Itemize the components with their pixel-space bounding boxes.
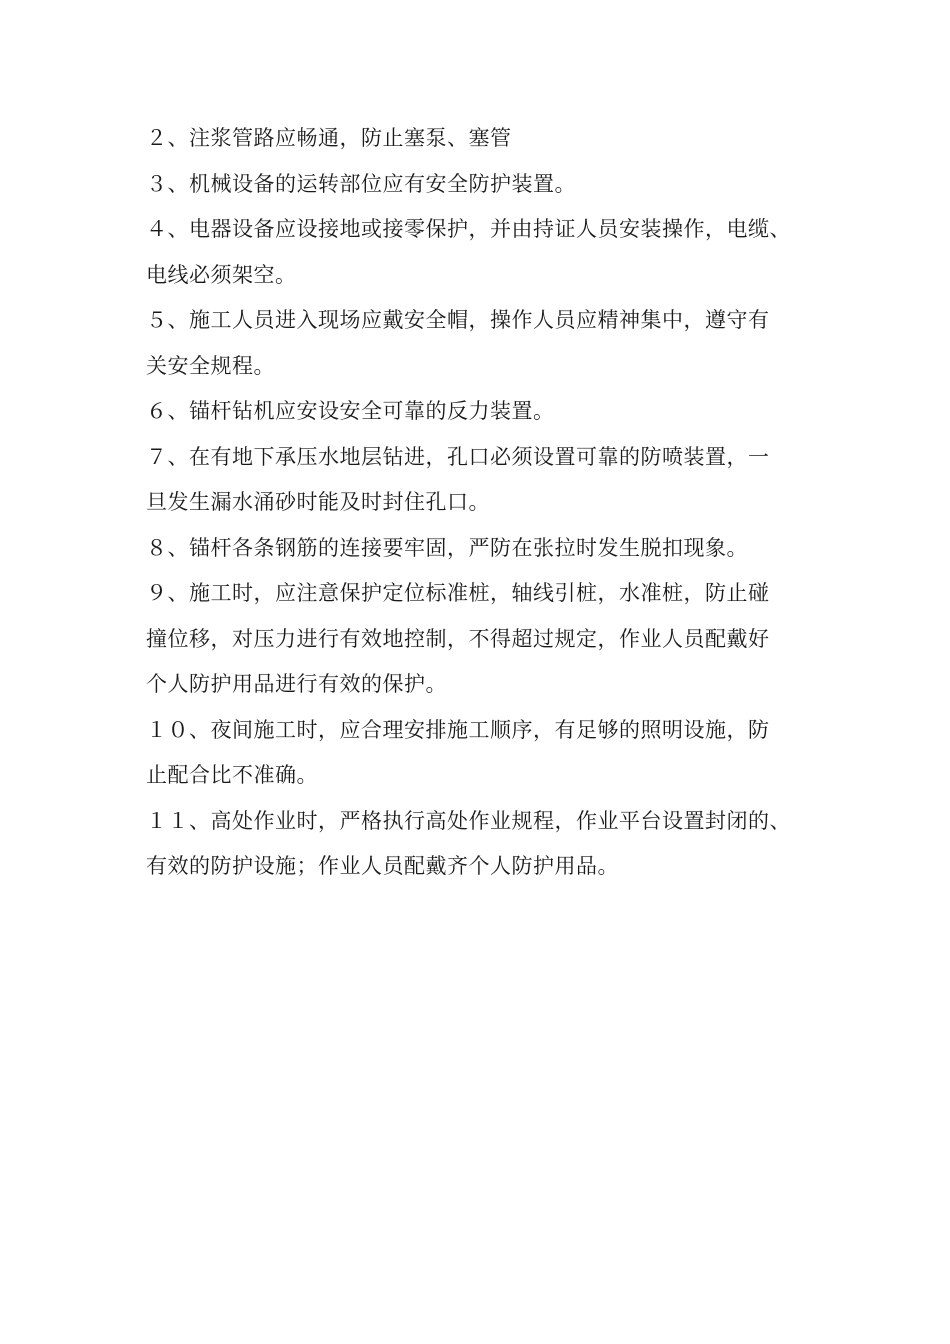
text-line: ２、注浆管路应畅通，防止塞泵、塞管 <box>146 126 512 150</box>
text-line: ３、机械设备的运转部位应有安全防护装置。 <box>146 171 576 196</box>
text-line: ６、锚杆钻机应安设安全可靠的反力装置。 <box>146 399 555 423</box>
text-line: 个人防护用品进行有效的保护。 <box>146 672 447 696</box>
text-line: 旦发生漏水涌砂时能及时封住孔口。 <box>146 490 490 514</box>
text-line: 止配合比不准确。 <box>146 763 318 787</box>
text-line: 关安全规程。 <box>146 353 275 378</box>
document-body <box>146 116 836 890</box>
text-line: ８、锚杆各条钢筋的连接要牢固，严防在张拉时发生脱扣现象。 <box>146 535 748 560</box>
text-line: ５、施工人员进入现场应戴安全帽，操作人员应精神集中，遵守有 <box>146 308 770 332</box>
text-line: 有效的防护设施；作业人员配戴齐个人防护用品。 <box>146 854 619 878</box>
text-line: 电线必须架空。 <box>146 262 297 287</box>
text-line: ９、施工时，应注意保护定位标准桩，轴线引桩，水准桩，防止碰 <box>146 581 770 605</box>
text-line: ７、在有地下承压水地层钻进，孔口必须设置可靠的防喷装置，一 <box>146 444 770 469</box>
text-line: １１、高处作业时，严格执行高处作业规程，作业平台设置封闭的、 <box>146 808 791 833</box>
text-line: ４、电器设备应设接地或接零保护，并由持证人员安装操作，电缆、 <box>146 217 791 241</box>
text-line: 撞位移，对压力进行有效地控制，不得超过规定，作业人员配戴好 <box>146 626 770 651</box>
text-line: １０、夜间施工时，应合理安排施工顺序，有足够的照明设施，防 <box>146 717 770 742</box>
